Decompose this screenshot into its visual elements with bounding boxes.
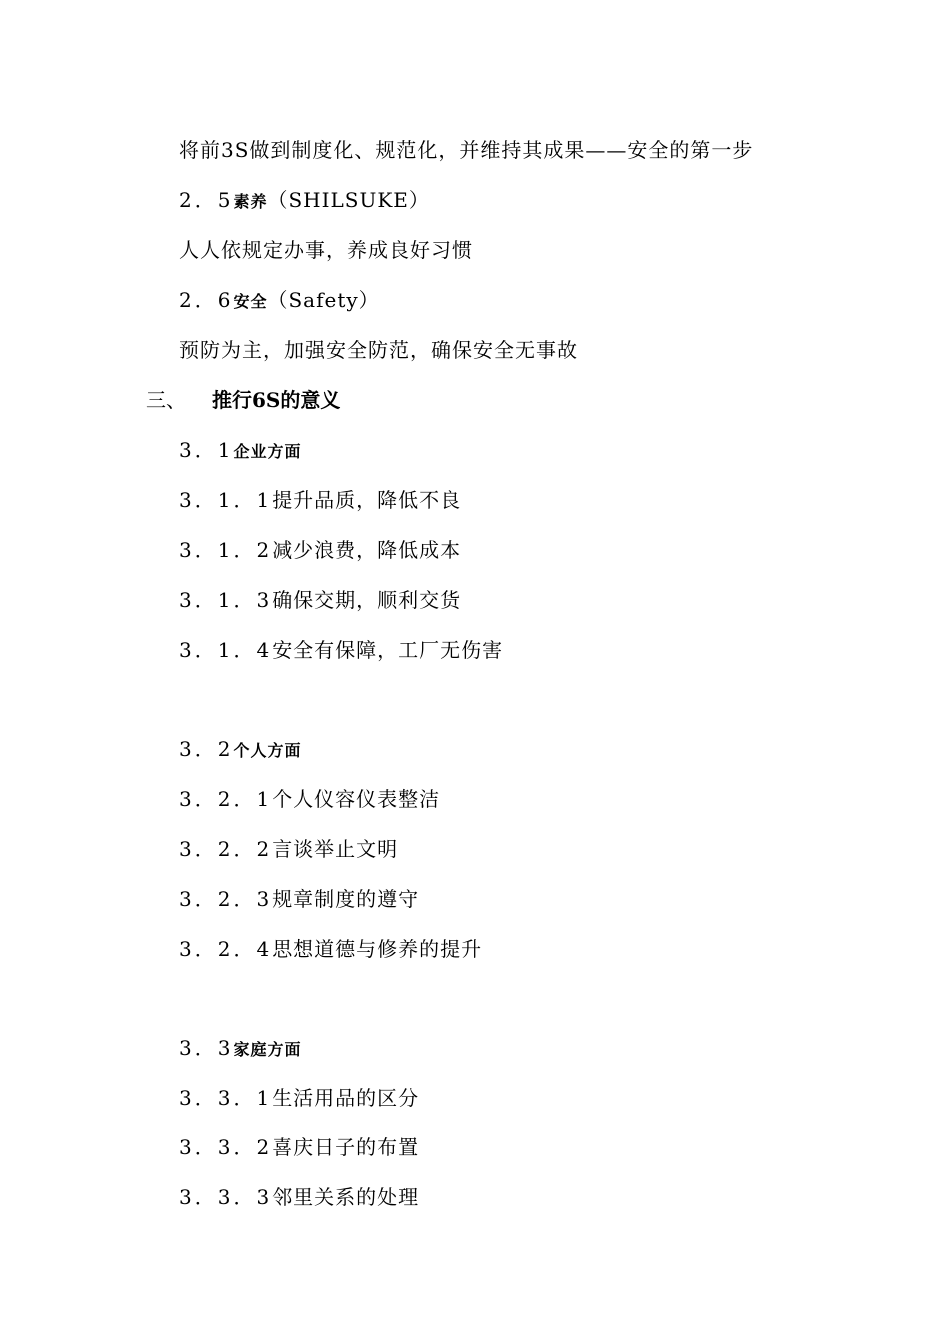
heading-3-2 bbox=[179, 735, 301, 765]
list-item bbox=[179, 785, 440, 813]
item-text: 减少浪费，降低成本 bbox=[272, 538, 462, 562]
list-item bbox=[179, 586, 461, 614]
list-item bbox=[179, 935, 482, 963]
item-number: 3．1．4 bbox=[179, 638, 273, 662]
heading-english: （SHILSUKE） bbox=[267, 188, 430, 212]
item-text: 言谈举止文明 bbox=[272, 837, 399, 861]
item-number: 3．1．3 bbox=[179, 588, 273, 612]
list-item bbox=[179, 1084, 419, 1112]
list-item bbox=[179, 636, 503, 664]
item-text: 思想道德与修养的提升 bbox=[272, 937, 483, 961]
heading-number: 3．3 bbox=[179, 1036, 234, 1060]
item-number: 3．2．2 bbox=[179, 837, 273, 861]
heading-2-6 bbox=[179, 286, 380, 316]
heading-2-5 bbox=[179, 186, 430, 216]
item-number: 3．1．2 bbox=[179, 538, 273, 562]
heading-title: 安全 bbox=[233, 292, 268, 311]
paragraph-text: 人人依规定办事，养成良好习惯 bbox=[179, 238, 473, 262]
list-item bbox=[179, 835, 398, 863]
list-item bbox=[179, 486, 461, 514]
item-text: 个人仪容仪表整洁 bbox=[272, 787, 441, 811]
item-text: 规章制度的遵守 bbox=[272, 887, 420, 911]
paragraph-shitsuke bbox=[179, 236, 473, 264]
item-number: 3．3．2 bbox=[179, 1135, 273, 1159]
paragraph-text: 预防为主，加强安全防范，确保安全无事故 bbox=[179, 338, 578, 362]
item-text: 安全有保障，工厂无伤害 bbox=[272, 638, 504, 662]
list-item bbox=[179, 885, 419, 913]
list-item bbox=[179, 536, 461, 564]
heading-number: 3．2 bbox=[179, 737, 234, 761]
heading-title: 素养 bbox=[233, 192, 268, 211]
heading-english: （Safety） bbox=[267, 288, 380, 312]
heading-title: 企业方面 bbox=[233, 442, 302, 461]
item-number: 3．2．3 bbox=[179, 887, 273, 911]
section-title: 推行6S的意义 bbox=[212, 388, 341, 412]
item-number: 3．1．1 bbox=[179, 488, 273, 512]
paragraph-safety bbox=[179, 336, 578, 364]
heading-title: 个人方面 bbox=[233, 741, 302, 760]
paragraph-text: 将前3S做到制度化、规范化，并维持其成果——安全的第一步 bbox=[179, 138, 754, 162]
list-item bbox=[179, 1133, 419, 1161]
heading-number: 2．6 bbox=[179, 288, 234, 312]
item-text: 邻里关系的处理 bbox=[272, 1185, 420, 1209]
heading-title: 家庭方面 bbox=[233, 1040, 302, 1059]
heading-number: 2．5 bbox=[179, 188, 234, 212]
heading-3-1 bbox=[179, 436, 301, 466]
section-mark: 三、 bbox=[146, 388, 186, 412]
heading-3-3 bbox=[179, 1034, 301, 1064]
paragraph-3s-standardize bbox=[179, 136, 753, 164]
item-text: 生活用品的区分 bbox=[272, 1086, 420, 1110]
item-text: 确保交期，顺利交货 bbox=[272, 588, 462, 612]
item-number: 3．2．4 bbox=[179, 937, 273, 961]
heading-number: 3．1 bbox=[179, 438, 234, 462]
item-text: 喜庆日子的布置 bbox=[272, 1135, 420, 1159]
item-number: 3．3．3 bbox=[179, 1185, 273, 1209]
list-item bbox=[179, 1183, 419, 1211]
item-number: 3．3．1 bbox=[179, 1086, 273, 1110]
section-3-heading bbox=[146, 386, 340, 414]
item-number: 3．2．1 bbox=[179, 787, 273, 811]
item-text: 提升品质，降低不良 bbox=[272, 488, 462, 512]
